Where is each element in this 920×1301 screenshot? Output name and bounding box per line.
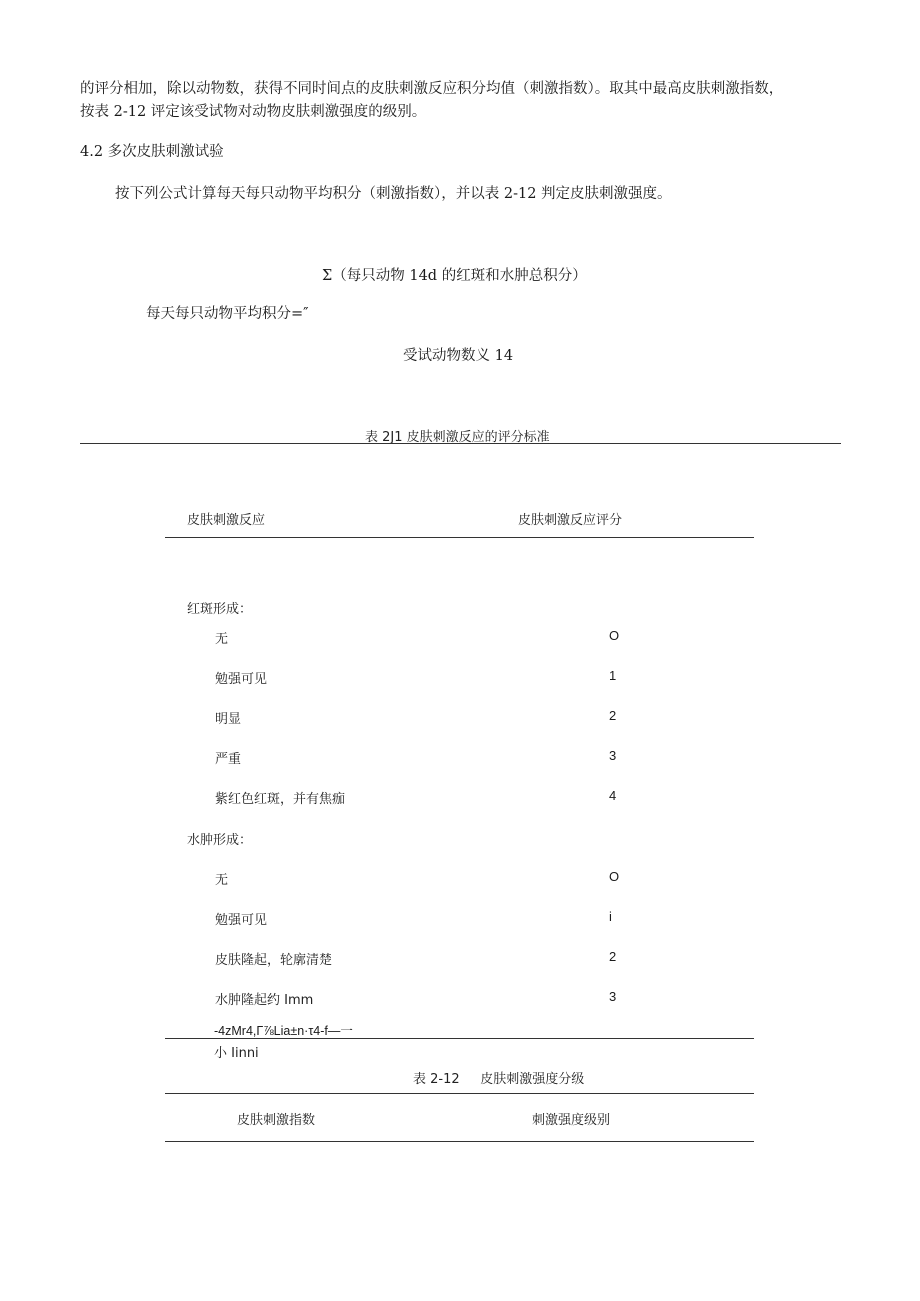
erythema-row-label: 勉强可见	[215, 672, 268, 687]
erythema-row-score: 4	[609, 788, 617, 803]
table2-header-index: 皮肤刺激指数	[237, 1113, 316, 1128]
edema-row-score: 3	[609, 989, 617, 1004]
erythema-row-label: 紫红色红斑，并有焦痂	[215, 792, 346, 807]
intro-line-1: 的评分相加，除以动物数，获得不同时间点的皮肤刺激反应积分均值（刺激指数）。取其中最高皮肤刺激指数，	[80, 81, 784, 97]
table1-header-score: 皮肤刺激反应评分	[518, 513, 623, 528]
erythema-row-label: 无	[215, 632, 229, 647]
table2-top-rule	[165, 1093, 754, 1094]
edema-row-score: 2	[609, 949, 617, 964]
formula-denominator: 受试动物数义 14	[403, 348, 514, 364]
section-paragraph: 按下列公式计算每天每只动物平均积分（刺激指数），并以表 2-12 判定皮肤刺激强度。	[115, 186, 672, 202]
formula-lhs: 每天每只动物平均积分=″	[146, 306, 309, 322]
table2-caption: 表 2-12 皮肤刺激强度分级	[413, 1072, 585, 1087]
erythema-row-label: 明显	[215, 712, 242, 727]
edema-row-label: 皮肤隆起，轮廓清楚	[215, 953, 333, 968]
table1-caption-rule	[80, 443, 841, 444]
erythema-row-score: O	[609, 628, 620, 643]
group-edema-title: 水肿形成：	[187, 833, 253, 848]
edema-row-score: O	[609, 869, 620, 884]
erythema-row-score: 1	[609, 668, 617, 683]
garbled-line: -4zMr4,Γ⅞Lia±n·τ4-f—一	[214, 1024, 353, 1038]
intro-line-2: 按表 2-12 评定该受试物对动物皮肤刺激强度的级别。	[80, 104, 427, 120]
table1-caption: 表 2J1 皮肤刺激反应的评分标准	[365, 430, 550, 445]
table2-header-rule	[165, 1141, 754, 1142]
edema-row-label: 水肿隆起约 Imm	[215, 993, 314, 1008]
section-heading: 4.2 多次皮肤刺激试验	[80, 144, 224, 160]
erythema-row-label: 严重	[215, 752, 242, 767]
table2-header-level: 刺激强度级别	[532, 1113, 611, 1128]
table1-header-reaction: 皮肤刺激反应	[187, 513, 266, 528]
table1-tail-line: 小 Iinni	[214, 1046, 259, 1061]
edema-row-score: i	[609, 909, 612, 924]
edema-row-label: 无	[215, 873, 229, 888]
erythema-row-score: 3	[609, 748, 617, 763]
erythema-row-score: 2	[609, 708, 617, 723]
table1-header-rule	[165, 537, 754, 538]
formula-numerator: Σ（每只动物 14d 的红斑和水肿总积分）	[322, 268, 587, 284]
edema-row-label: 勉强可见	[215, 913, 268, 928]
table1-bottom-rule	[165, 1038, 754, 1039]
group-erythema-title: 红斑形成：	[187, 602, 253, 617]
